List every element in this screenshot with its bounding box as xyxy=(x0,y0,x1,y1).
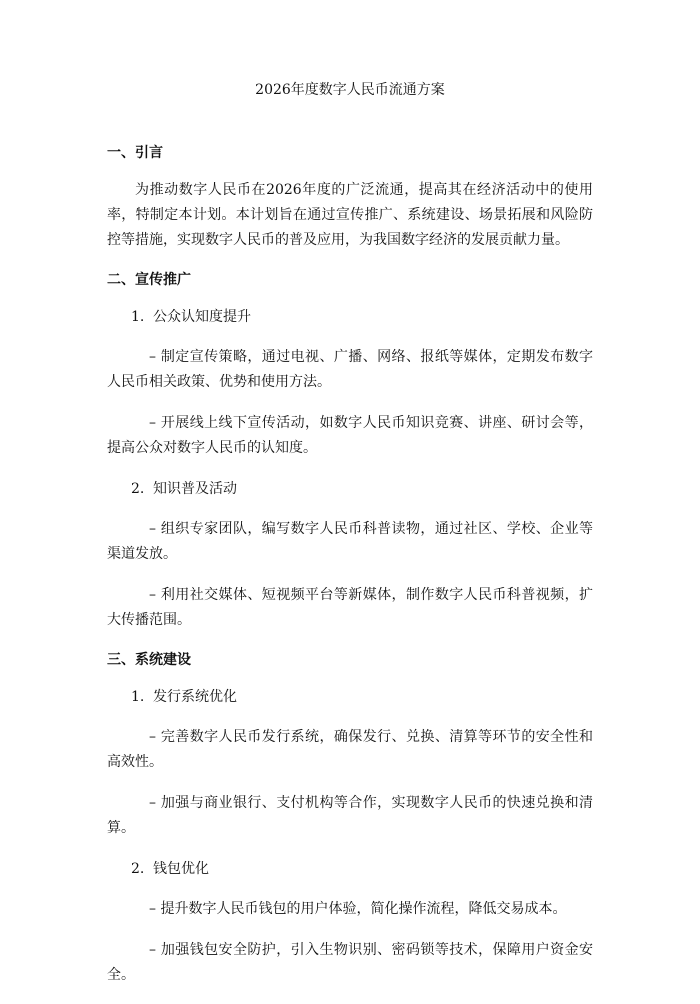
subheading-number: 1. xyxy=(131,309,145,325)
bullet-paragraph: – 利用社交媒体、短视频平台等新媒体，制作数字人民币科普视频，扩大传播范围。 xyxy=(107,587,593,628)
subheading-number: 1. xyxy=(131,689,145,705)
bullet-paragraph: – 制定宣传策略，通过电视、广播、网络、报纸等媒体，定期发布数字人民币相关政策、优势和使用方法。 xyxy=(107,349,593,390)
paragraph-introduction: 为推动数字人民币在2026年度的广泛流通，提高其在经济活动中的使用率，特制定本计划。本计划旨在通过宣传推广、系统建设、场景拓展和风险防控等措施，实现数字人民币的普及应用，为我国数字经济的发展贡献力量。 xyxy=(107,182,593,248)
subheading-number: 2. xyxy=(131,481,145,497)
subheading-knowledge-activities xyxy=(107,477,593,502)
subheading-issuance-system xyxy=(107,685,593,710)
subheading-number: 2. xyxy=(131,861,145,877)
subheading-wallet-optimization xyxy=(107,857,593,882)
bullet-paragraph: – 开展线上线下宣传活动，如数字人民币知识竞赛、讲座、研讨会等，提高公众对数字人民币的认知度。 xyxy=(107,415,593,456)
subheading-text: 钱包优化 xyxy=(153,861,209,877)
subheading-text: 发行系统优化 xyxy=(153,689,237,705)
bullet-paragraph: – 完善数字人民币发行系统，确保发行、兑换、清算等环节的安全性和高效性。 xyxy=(107,729,593,770)
bullet-paragraph: – 组织专家团队，编写数字人民币科普读物，通过社区、学校、企业等渠道发放。 xyxy=(107,521,593,562)
bullet-paragraph: – 加强钱包安全防护，引入生物识别、密码锁等技术，保障用户资金安全。 xyxy=(107,942,593,983)
section-heading-promotion: 二、宣传推广 xyxy=(107,272,191,288)
bullet-paragraph: – 提升数字人民币钱包的用户体验，简化操作流程，降低交易成本。 xyxy=(149,901,567,917)
document-body xyxy=(107,142,593,1004)
section-heading-introduction: 一、引言 xyxy=(107,145,163,161)
subheading-text: 公众认知度提升 xyxy=(153,309,251,325)
document-title: 2026年度数字人民币流通方案 xyxy=(255,82,445,98)
subheading-text: 知识普及活动 xyxy=(153,481,237,497)
subheading-public-awareness xyxy=(107,305,593,330)
bullet-paragraph: – 加强与商业银行、支付机构等合作，实现数字人民币的快速兑换和清算。 xyxy=(107,795,593,836)
section-heading-system-building: 三、系统建设 xyxy=(107,652,191,668)
